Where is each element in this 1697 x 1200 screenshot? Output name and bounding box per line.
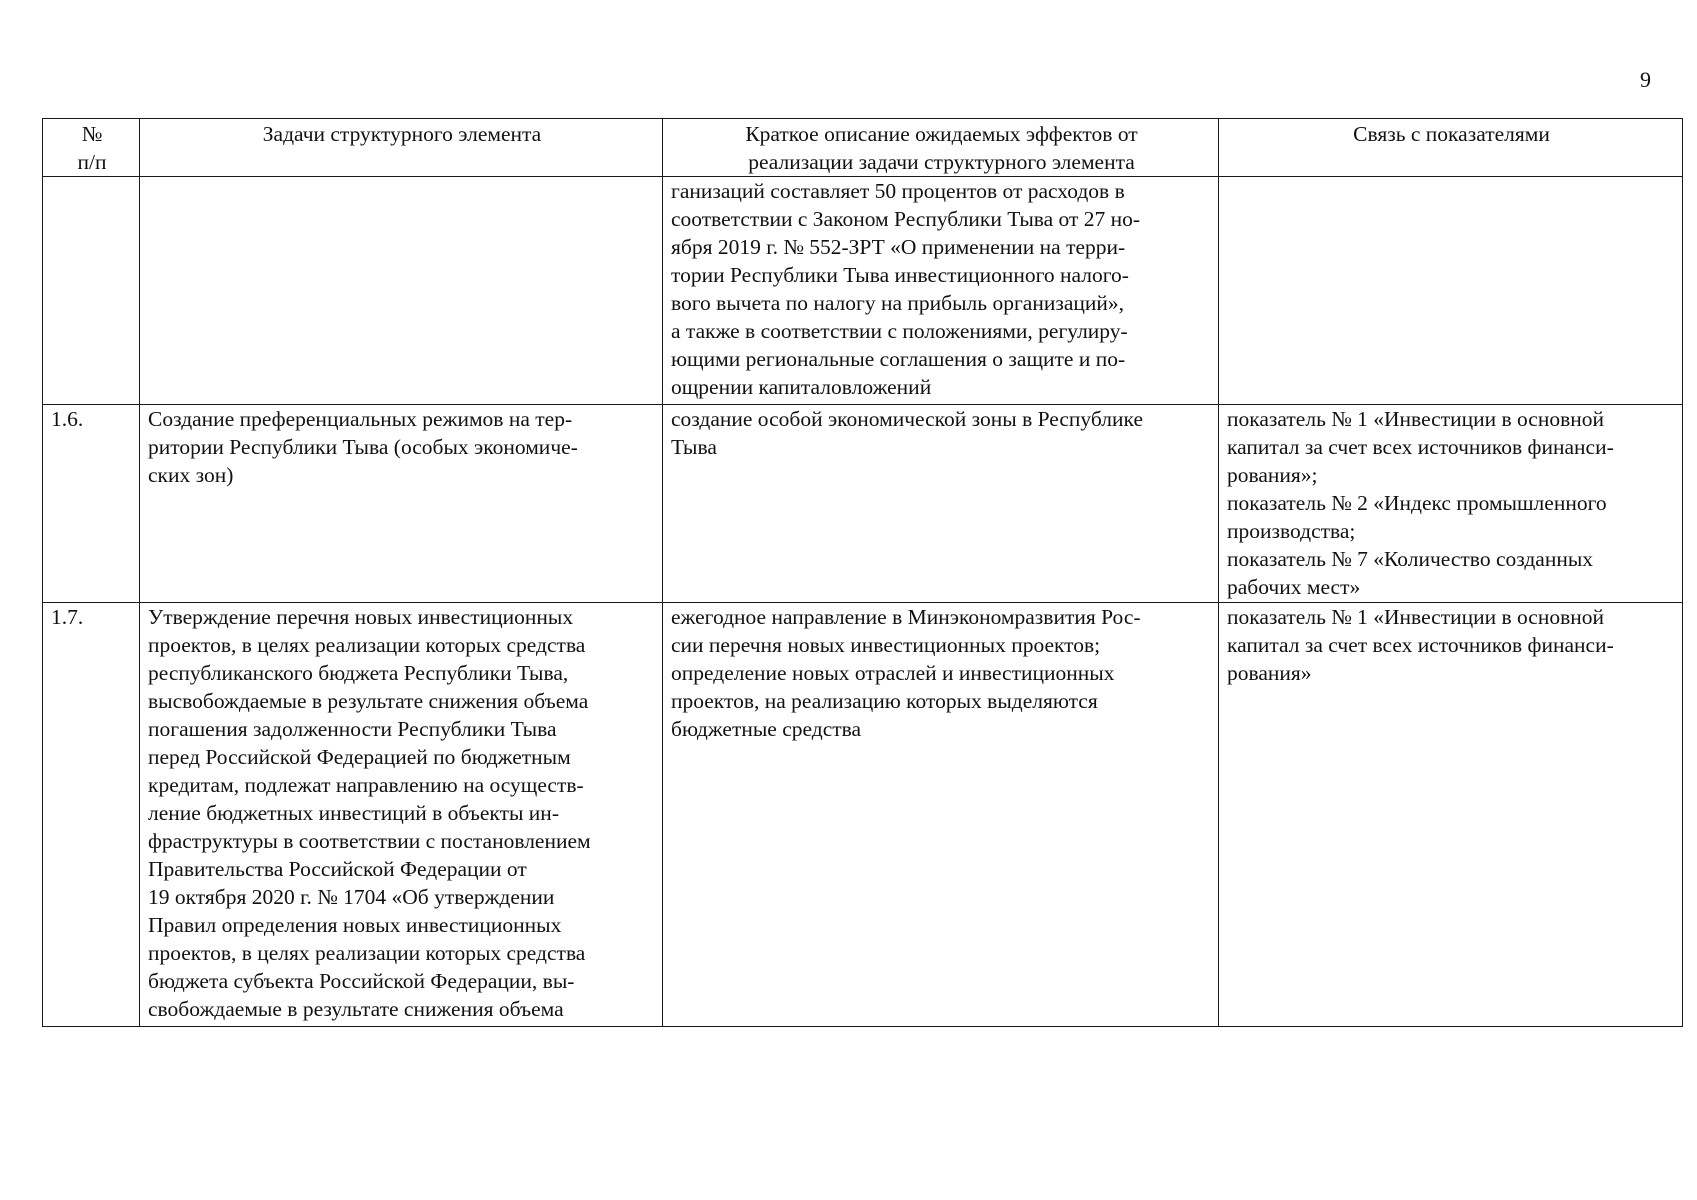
cell-indicators: [1219, 603, 1683, 1027]
cell-indicators: [1219, 177, 1683, 405]
cell-task: [140, 177, 663, 405]
cell-description: [663, 603, 1219, 1027]
table-row: [43, 603, 1683, 1027]
cell-line: Правил определения новых инвестиционных: [148, 913, 562, 937]
cell-line: производства;: [1227, 519, 1356, 543]
header-indicators-link: [1219, 119, 1683, 177]
cell-line: ежегодное направление в Минэкономразвития Рос-: [671, 605, 1141, 629]
cell-line: рования»;: [1227, 463, 1318, 487]
cell-line: свобождаемые в результате снижения объема: [148, 997, 564, 1021]
cell-line: высвобождаемые в результате снижения объема: [148, 689, 589, 713]
header-line: Связь с показателями: [1353, 122, 1550, 146]
cell-line: погашения задолженности Республики Тыва: [148, 717, 557, 741]
cell-line: перед Российской Федерацией по бюджетным: [148, 745, 571, 769]
cell-line: тории Республики Тыва инвестиционного налого-: [671, 263, 1129, 287]
cell-line: республиканского бюджета Республики Тыва,: [148, 661, 569, 685]
cell-number: [43, 177, 140, 405]
cell-number: 1.7.: [43, 603, 140, 1027]
header-line: реализации задачи структурного элемента: [748, 150, 1135, 174]
table-row: [43, 177, 1683, 405]
header-line: п/п: [77, 150, 107, 174]
cell-description: [663, 405, 1219, 603]
cell-line: ощрении капиталовложений: [671, 375, 932, 399]
cell-task: [140, 405, 663, 603]
cell-line: кредитам, подлежат направлению на осуществ-: [148, 773, 584, 797]
cell-line: показатель № 1 «Инвестиции в основной: [1227, 407, 1605, 431]
cell-indicators: [1219, 405, 1683, 603]
cell-line: сии перечня новых инвестиционных проектов;: [671, 633, 1101, 657]
cell-line: а также в соответствии с положениями, регулиру-: [671, 319, 1128, 343]
header-line: Задачи структурного элемента: [262, 122, 542, 146]
cell-line: вого вычета по налогу на прибыль организаций»,: [671, 291, 1125, 315]
cell-line: Тыва: [671, 435, 717, 459]
cell-line: Утверждение перечня новых инвестиционных: [148, 605, 574, 629]
cell-line: соответствии с Законом Республики Тыва от 27 но-: [671, 207, 1141, 231]
cell-line: ганизаций составляет 50 процентов от расходов в: [671, 179, 1125, 203]
header-line: Краткое описание ожидаемых эффектов от: [745, 122, 1138, 146]
cell-line: рабочих мест»: [1227, 575, 1361, 599]
header-line: №: [81, 122, 103, 146]
cell-line: ритории Республики Тыва (особых экономиче-: [148, 435, 578, 459]
table-header-row: [43, 119, 1683, 177]
cell-line: капитал за счет всех источников финанси-: [1227, 633, 1614, 657]
header-number: [43, 119, 140, 177]
cell-line: бюджета субъекта Российской Федерации, вы-: [148, 969, 575, 993]
cell-task: [140, 603, 663, 1027]
cell-line: Создание преференциальных режимов на тер-: [148, 407, 573, 431]
header-tasks: [140, 119, 663, 177]
cell-description: [663, 177, 1219, 405]
table-row: [43, 405, 1683, 603]
cell-line: ских зон): [148, 463, 234, 487]
cell-line: ября 2019 г. № 552-ЗРТ «О применении на терри-: [671, 235, 1126, 259]
page-number: 9: [1640, 67, 1651, 92]
cell-line: ление бюджетных инвестиций в объекты ин-: [148, 801, 559, 825]
structural-element-tasks-table: [42, 118, 1683, 1027]
cell-line: бюджетные средства: [671, 717, 862, 741]
cell-line: фраструктуры в соответствии с постановлением: [148, 829, 591, 853]
cell-line: проектов, в целях реализации которых средства: [148, 633, 586, 657]
cell-line: Правительства Российской Федерации от: [148, 857, 527, 881]
cell-line: капитал за счет всех источников финанси-: [1227, 435, 1614, 459]
cell-line: показатель № 7 «Количество созданных: [1227, 547, 1594, 571]
cell-number: 1.6.: [43, 405, 140, 603]
cell-line: проектов, на реализацию которых выделяются: [671, 689, 1098, 713]
cell-line: 19 октября 2020 г. № 1704 «Об утверждении: [148, 885, 555, 909]
cell-line: показатель № 1 «Инвестиции в основной: [1227, 605, 1605, 629]
cell-line: ющими региональные соглашения о защите и по-: [671, 347, 1126, 371]
cell-line: показатель № 2 «Индекс промышленного: [1227, 491, 1607, 515]
cell-line: проектов, в целях реализации которых средства: [148, 941, 586, 965]
cell-line: создание особой экономической зоны в Республике: [671, 407, 1143, 431]
cell-line: рования»: [1227, 661, 1312, 685]
header-effects-description: [663, 119, 1219, 177]
cell-line: определение новых отраслей и инвестиционных: [671, 661, 1115, 685]
